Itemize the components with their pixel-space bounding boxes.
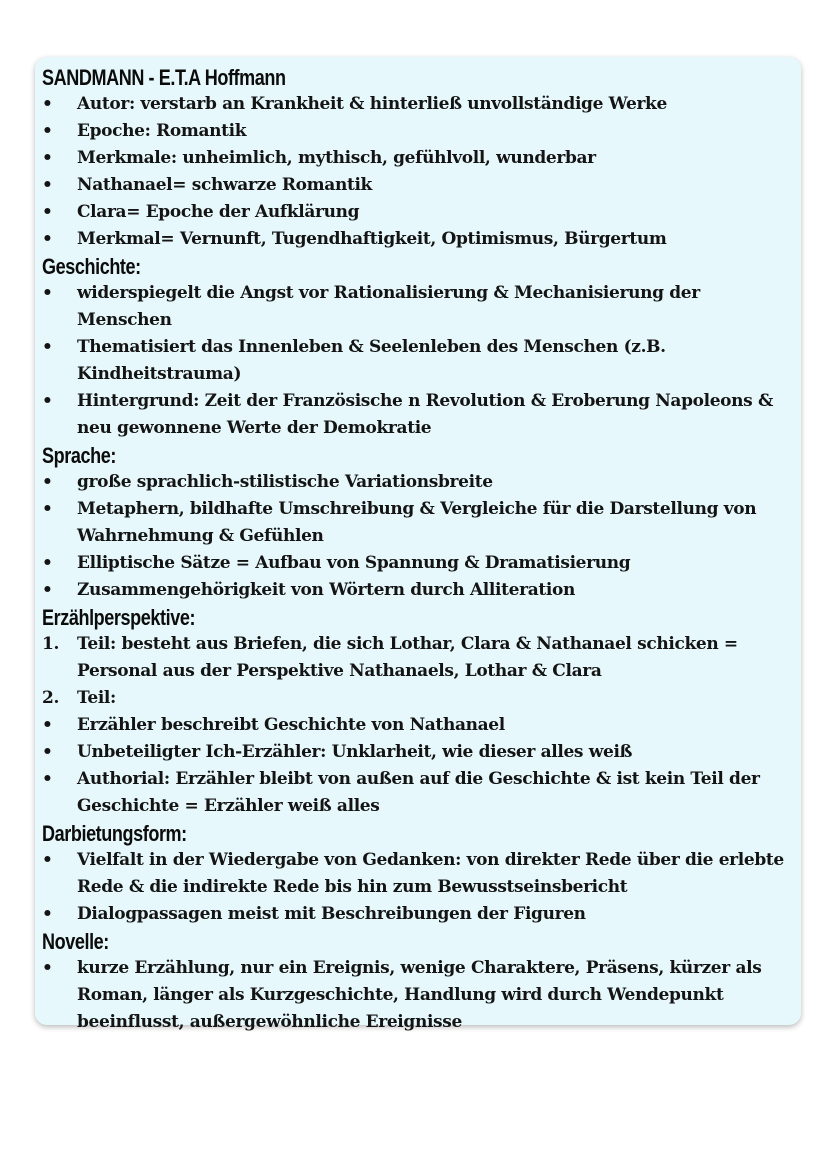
list-item: • Nathanael= schwarze Romantik [42, 172, 791, 199]
novelle-list [42, 955, 791, 1036]
bullet-icon: • [42, 391, 53, 411]
bullet-icon: • [42, 904, 53, 924]
bullet-icon: • [42, 580, 53, 600]
list-item: • Thematisiert das Innenleben & Seelenleben des Menschen (z.B. Kindheitstrauma) [42, 334, 791, 388]
notes-card [35, 57, 801, 1032]
number-marker: 2. [42, 688, 60, 708]
list-item: • Dialogpassagen meist mit Beschreibungen der Figuren [42, 901, 791, 928]
list-item: • Epoche: Romantik [42, 118, 791, 145]
bullet-icon: • [42, 94, 53, 114]
section-heading-erzaehlperspektive: Erzählperspektive: [42, 605, 196, 630]
bullet-icon: • [42, 850, 53, 870]
list-item: • Merkmale: unheimlich, mythisch, gefühlvoll, wunderbar [42, 145, 791, 172]
list-item: • Hintergrund: Zeit der Französische n Revolution & Eroberung Napoleons & neu gewonnene Werte der Demokratie [42, 388, 791, 442]
list-item: • Vielfalt in der Wiedergabe von Gedanken: von direkter Rede über die erlebte Rede & die indirekte Rede bis hin zum Bewusstseinsbericht [42, 847, 791, 901]
list-item: • Merkmal= Vernunft, Tugendhaftigkeit, Optimismus, Bürgertum [42, 226, 791, 253]
list-item: • Elliptische Sätze = Aufbau von Spannung & Dramatisierung [42, 550, 791, 577]
bullet-icon: • [42, 229, 53, 249]
list-item: • Autor: verstarb an Krankheit & hinterließ unvollständige Werke [42, 91, 791, 118]
section-heading-novelle: Novelle: [42, 929, 109, 954]
section-heading-darbietungsform: Darbietungsform: [42, 821, 187, 846]
list-item: • Metaphern, bildhafte Umschreibung & Vergleiche für die Darstellung von Wahrnehmung & Gefühlen [42, 496, 791, 550]
erzaehlperspektive-numbered-list [42, 631, 791, 712]
list-item: • Authorial: Erzähler bleibt von außen auf die Geschichte & ist kein Teil der Geschichte = Erzähler weiß alles [42, 766, 791, 820]
darbietungsform-list [42, 847, 791, 928]
erzaehlperspektive-list [42, 712, 791, 820]
bullet-icon: • [42, 769, 53, 789]
list-item: • kurze Erzählung, nur ein Ereignis, wenige Charaktere, Präsens, kürzer als Roman, länger als Kurzgeschichte, Handlung wird durch Wendepunkt beeinflusst, außergewöhnliche Ereignisse [42, 955, 791, 1036]
bullet-icon: • [42, 337, 53, 357]
geschichte-list [42, 280, 791, 442]
number-marker: 1. [42, 634, 60, 654]
list-item: • Clara= Epoche der Aufklärung [42, 199, 791, 226]
bullet-icon: • [42, 958, 53, 978]
list-item: • große sprachlich-stilistische Variationsbreite [42, 469, 791, 496]
bullet-icon: • [42, 472, 53, 492]
section-heading-geschichte: Geschichte: [42, 254, 141, 279]
intro-list [42, 91, 791, 253]
bullet-icon: • [42, 499, 53, 519]
list-item: • Zusammengehörigkeit von Wörtern durch Alliteration [42, 577, 791, 604]
numbered-item: 2. Teil: [42, 685, 791, 712]
list-item: • Erzähler beschreibt Geschichte von Nathanael [42, 712, 791, 739]
bullet-icon: • [42, 742, 53, 762]
bullet-icon: • [42, 175, 53, 195]
bullet-icon: • [42, 283, 53, 303]
bullet-icon: • [42, 148, 53, 168]
document-title: SANDMANN - E.T.A Hoffmann [42, 65, 286, 90]
bullet-icon: • [42, 202, 53, 222]
list-item: • Unbeteiligter Ich-Erzähler: Unklarheit, wie dieser alles weiß [42, 739, 791, 766]
bullet-icon: • [42, 715, 53, 735]
bullet-icon: • [42, 553, 53, 573]
numbered-item: 1. Teil: besteht aus Briefen, die sich Lothar, Clara & Nathanael schicken = Personal aus der Perspektive Nathanaels, Lothar & Clara [42, 631, 791, 685]
section-heading-sprache: Sprache: [42, 443, 116, 468]
list-item: • widerspiegelt die Angst vor Rationalisierung & Mechanisierung der Menschen [42, 280, 791, 334]
sprache-list [42, 469, 791, 604]
bullet-icon: • [42, 121, 53, 141]
